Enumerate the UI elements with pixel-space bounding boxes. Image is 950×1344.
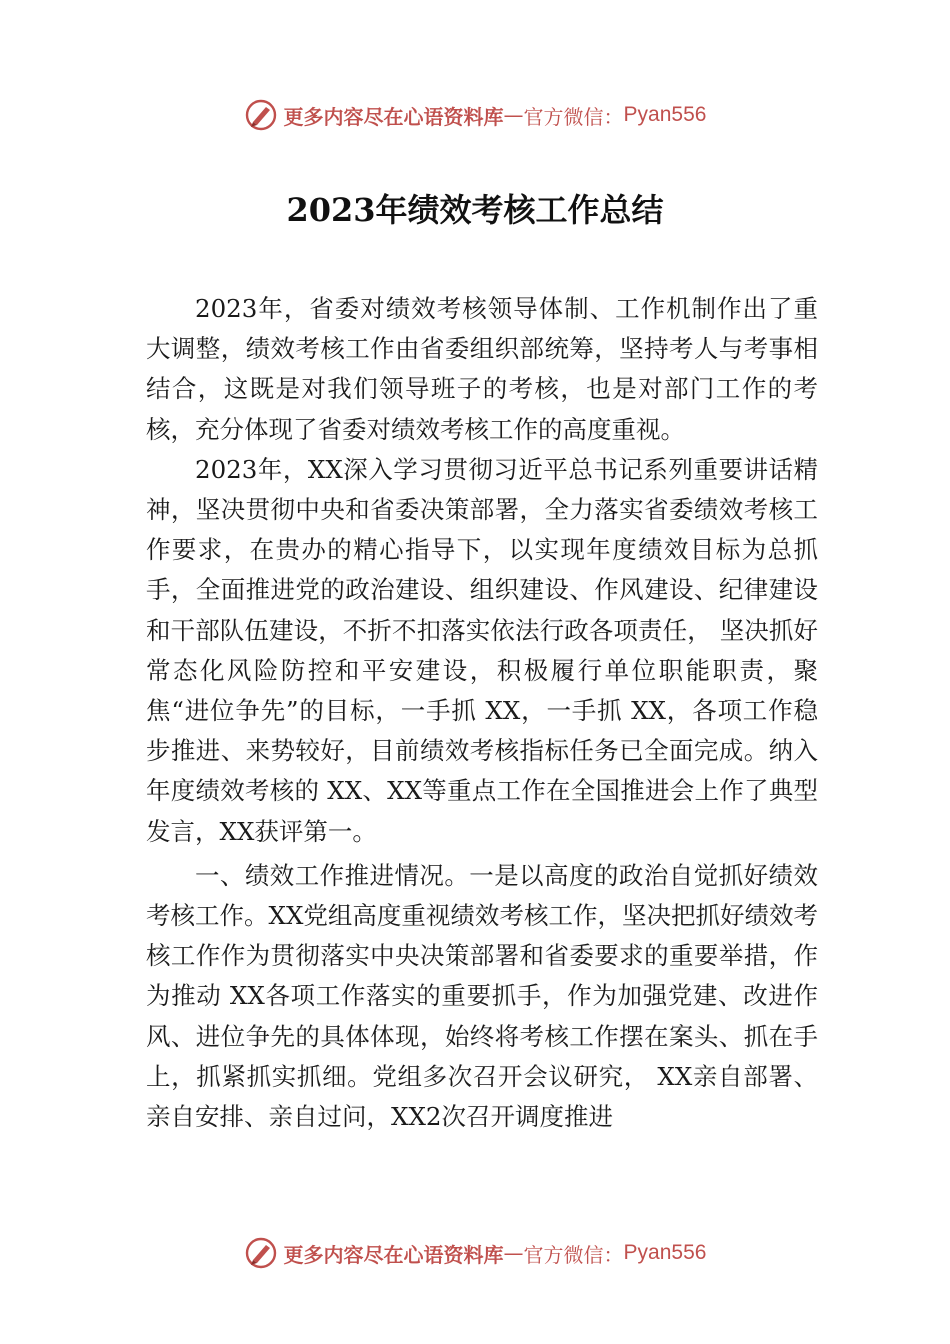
paragraph-3: 一、绩效工作推进情况。一是以高度的政治自觉抓好绩效考核工作。XX党组高度重视绩效考核工作，坚决把抓好绩效考核工作作为贯彻落实中央决策部署和省委要求的重要举措，作为推动 XX各项工作落实的重要抓手，作为加强党建、改进作风、进位争先的具体体现，始终将考核工作摆在案头、抓在手上，抓紧抓实抓细。党组多次召开会议研究， XX亲自部署、亲自安排、亲自过问，XX2次召开调度推进 xyxy=(146,860,818,1132)
watermark-dash: — xyxy=(503,1241,524,1265)
pen-badge-icon xyxy=(244,98,278,132)
watermark-dash: — xyxy=(503,103,524,127)
footer-watermark xyxy=(0,1233,950,1273)
watermark-wechat-label: 官方微信： xyxy=(523,1242,624,1267)
header-watermark xyxy=(0,95,950,135)
pen-badge-icon xyxy=(244,1236,278,1270)
document-body xyxy=(146,289,818,1137)
watermark-text: 更多内容尽在心语资料库 xyxy=(283,104,504,129)
paragraph-2: 2023年，XX深入学习贯彻习近平总书记系列重要讲话精神，坚决贯彻中央和省委决策部署，全力落实省委绩效考核工作要求，在贵办的精心指导下，以实现年度绩效目标为总抓手，全面推进党的政治建设、组织建设、作风建设、纪律建设和干部队伍建设，不折不扣落实依法行政各项责任， 坚决抓好常态化风险防控和平安建设，积极履行单位职能职责，聚焦“进位争先”的目标，一手抓 XX，一手抓 XX，各项工作稳步推进、来势较好，目前绩效考核指标任务已全面完成。纳入年度绩效考核的 XX、XX等重点工作在全国推进会上作了典型发言，XX获评第一。 xyxy=(146,454,818,846)
watermark-wechat-id: Pyan556 xyxy=(623,103,707,126)
watermark-text: 更多内容尽在心语资料库 xyxy=(283,1242,504,1267)
watermark-wechat-id: Pyan556 xyxy=(623,1241,707,1264)
paragraph-1: 2023年，省委对绩效考核领导体制、工作机制作出了重大调整，绩效考核工作由省委组织部统筹，坚持考人与考事相结合，这既是对我们领导班子的考核，也是对部门工作的考核，充分体现了省委对绩效考核工作的高度重视。 xyxy=(146,294,818,444)
watermark-wechat-label: 官方微信： xyxy=(523,104,624,129)
document-title: 2023年绩效考核工作总结 xyxy=(286,191,664,229)
